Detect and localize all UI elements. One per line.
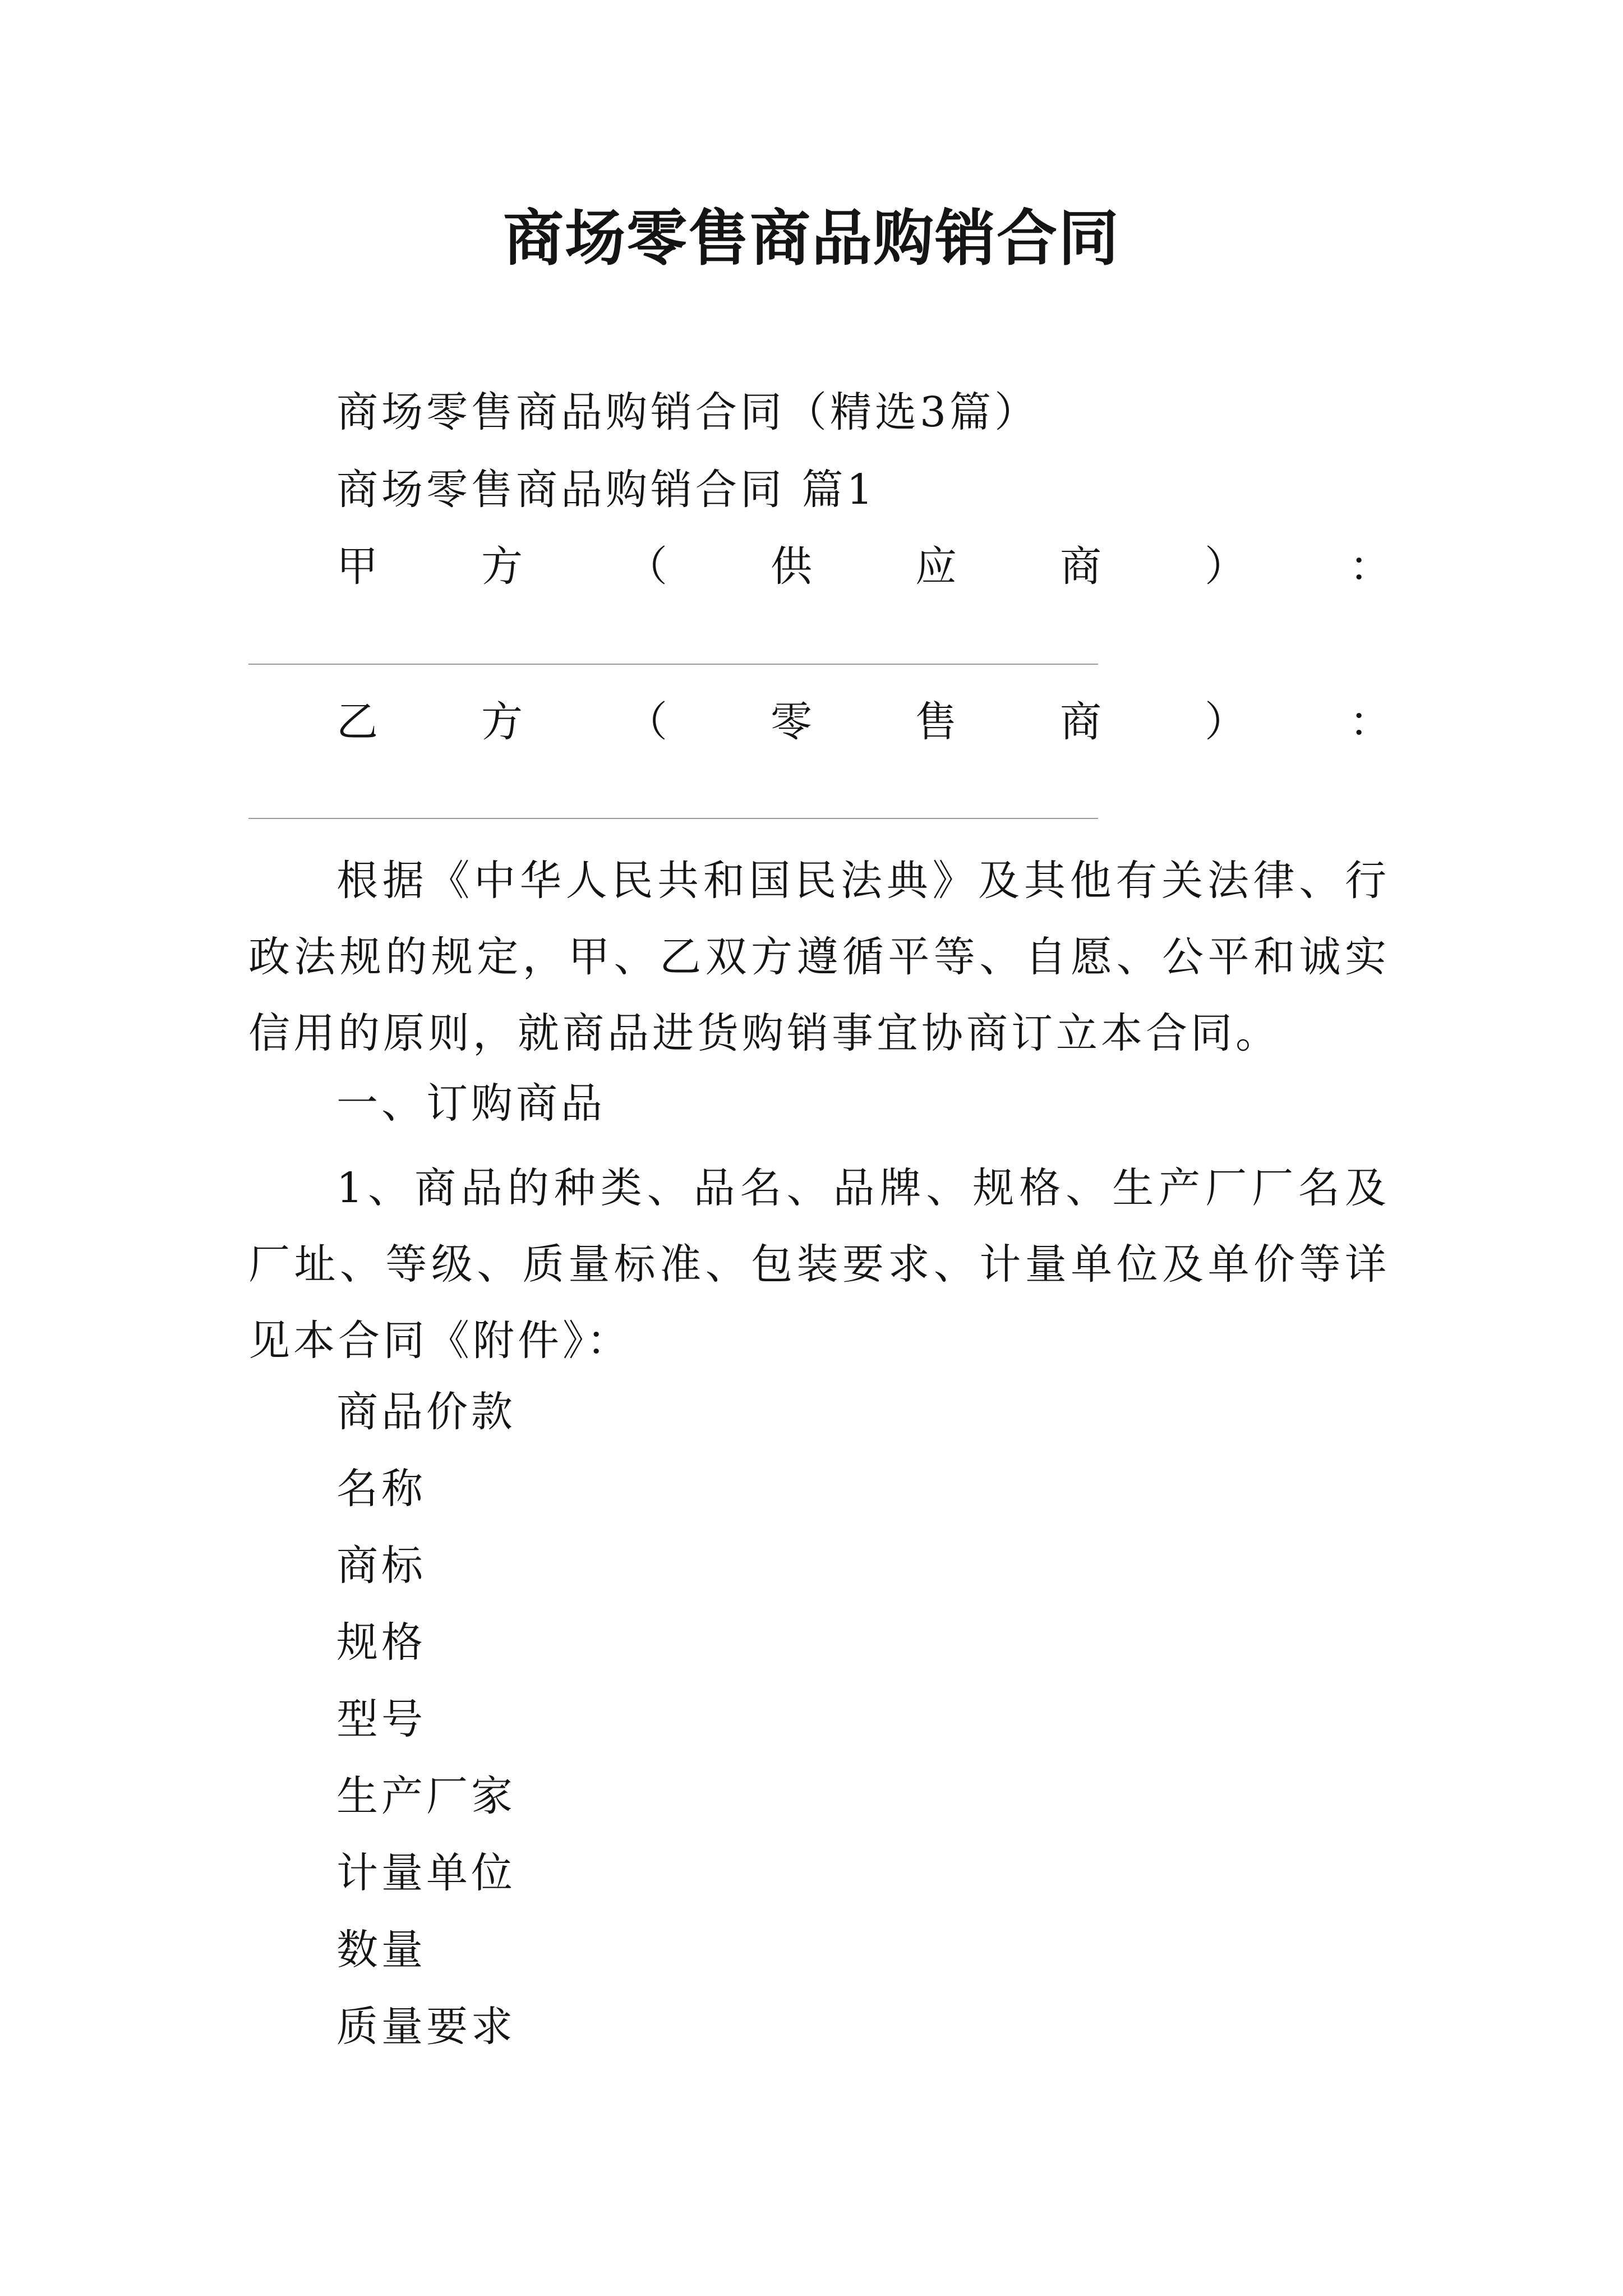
item-label: 型号	[336, 1695, 426, 1743]
party-a-char: 应	[915, 542, 957, 591]
party-a-char: （	[626, 542, 667, 591]
party-b-label	[336, 691, 1391, 753]
party-a-char: 甲	[336, 542, 378, 591]
section-heading: 一、订购商品	[336, 1079, 606, 1128]
clause-1: 1、商品的种类、品名、品牌、规格、生产厂厂名及厂址、等级、质量标准、包装要求、计量单位及单价等详见本合同《附件》：	[248, 1164, 1390, 1365]
party-b-char: 方	[481, 698, 523, 746]
document-title: 商场零售商品购销合同	[502, 203, 1120, 274]
item-label: 计量单位	[336, 1849, 516, 1897]
party-b-char: ）	[1205, 698, 1246, 746]
party-b-char: 零	[771, 698, 812, 746]
party-a-blank-line	[248, 664, 1098, 665]
party-a-char: 供	[771, 542, 812, 591]
intro-paragraph: 根据《中华人民共和国民法典》及其他有关法律、行政法规的规定，甲、乙双方遵循平等、自愿、公平和诚实信用的原则，就商品进货购销事宜协商订立本合同。	[248, 857, 1390, 1057]
party-b-char: 乙	[336, 698, 378, 746]
party-a-char: ：	[1349, 542, 1391, 591]
item-label: 质量要求	[336, 2003, 516, 2051]
party-b-char: 商	[1060, 698, 1101, 746]
item-label: 规格	[336, 1618, 426, 1667]
party-a-char: ）	[1205, 542, 1246, 591]
party-a-char: 方	[481, 542, 523, 591]
party-a-label	[336, 536, 1391, 597]
party-a-char: 商	[1060, 542, 1101, 591]
subtitle-part-1: 商场零售商品购销合同 篇1	[336, 466, 877, 514]
item-label: 生产厂家	[336, 1772, 516, 1820]
party-b-blank-line	[248, 818, 1098, 819]
party-b-char: ：	[1349, 698, 1391, 746]
party-b-char: （	[626, 698, 667, 746]
item-label: 名称	[336, 1465, 426, 1513]
item-label: 数量	[336, 1926, 426, 1974]
item-label: 商品价款	[336, 1388, 516, 1436]
subtitle-collection: 商场零售商品购销合同（精选3篇）	[336, 388, 1040, 436]
item-label: 商标	[336, 1542, 426, 1590]
party-b-char: 售	[915, 698, 957, 746]
